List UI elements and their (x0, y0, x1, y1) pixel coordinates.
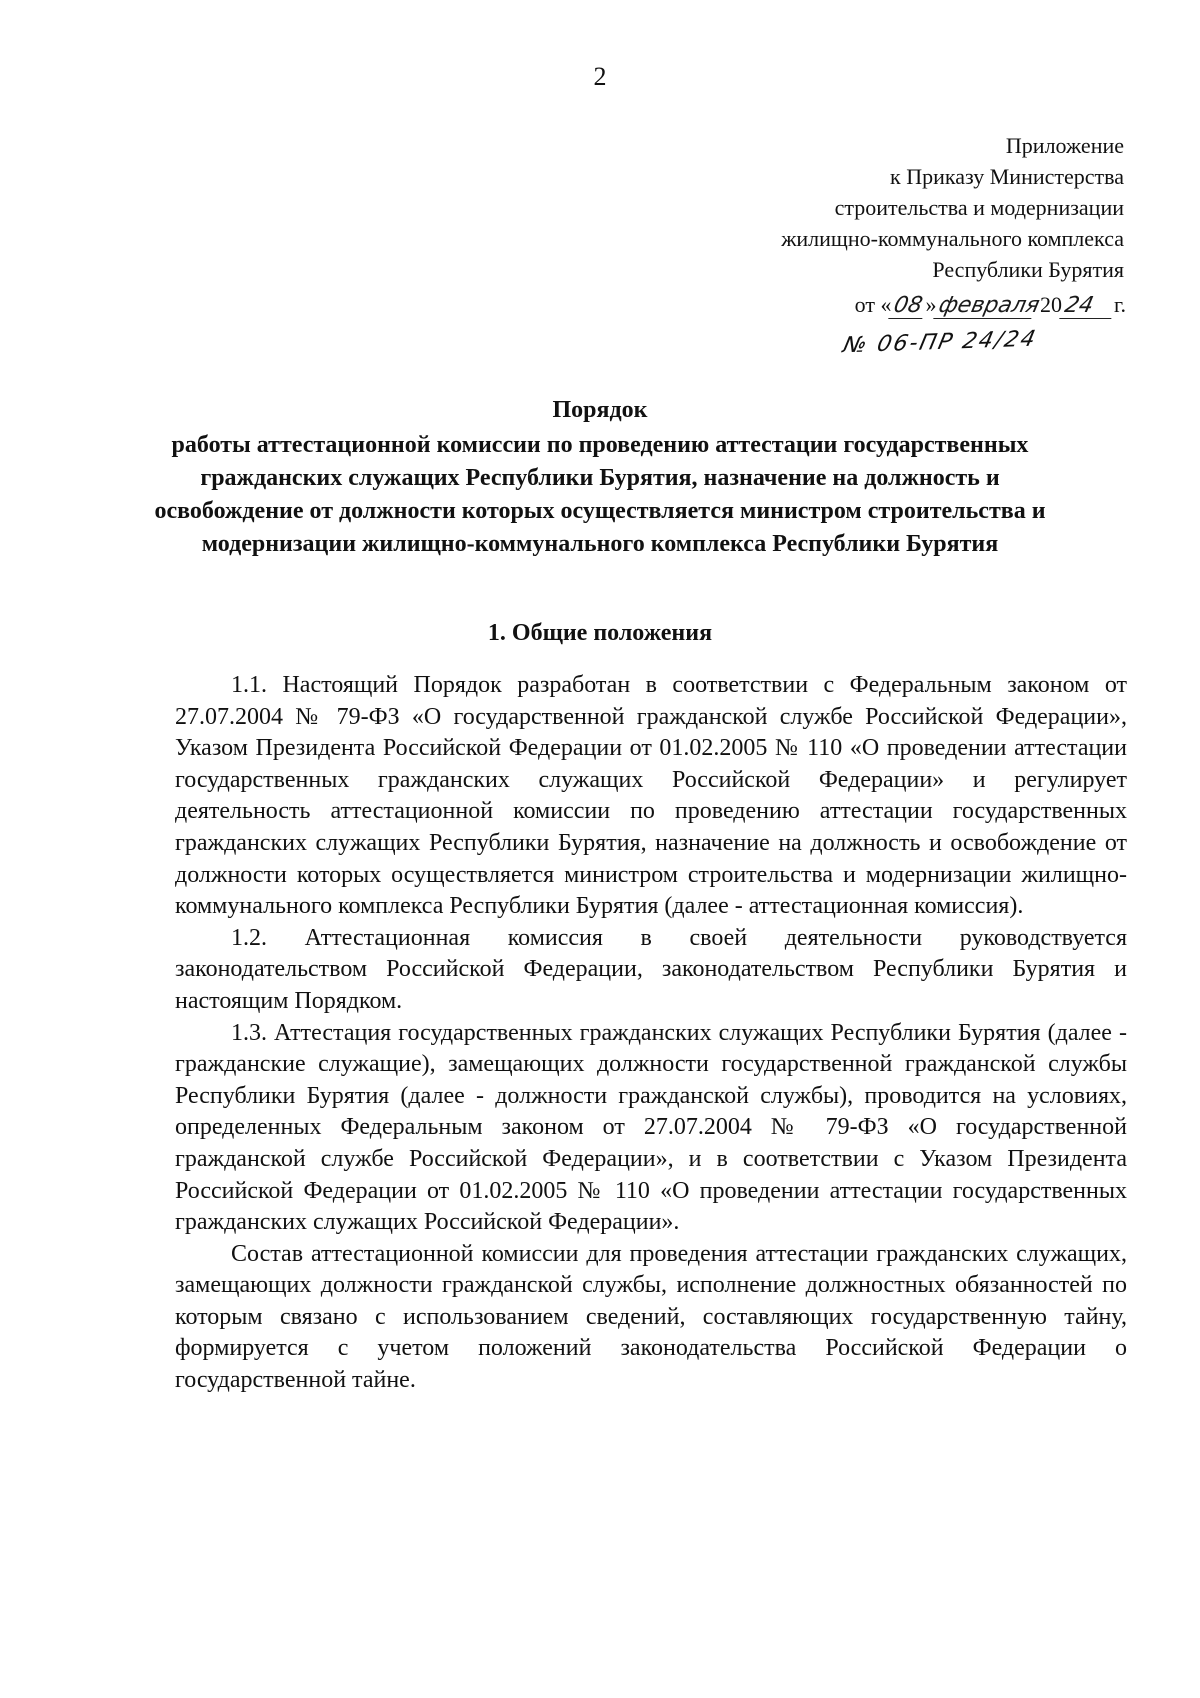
order-date-block (766, 292, 1126, 382)
appendix-line: жилищно-коммунального комплекса (781, 226, 1124, 251)
date-day-handwritten: 08 (889, 293, 929, 319)
appendix-header (781, 130, 1124, 285)
section-heading: 1. Общие положения (487, 620, 713, 646)
date-suffix: г. (1113, 292, 1126, 317)
section-body (175, 670, 1127, 1397)
date-middle: » (925, 292, 937, 317)
paragraph: 1.3. Аттестация государственных гражданских служащих Республики Бурятия (далее - гражданские служащие), замещающих должности государственной гражданской службы Республики Бурятия (далее - должности гражданской службы), проводится на условиях, определенных Федеральным законом от 27.07.2004 № 79-ФЗ «О государственной гражданской службе Российской Федерации», и в соответствии с Указом Президента Российской Федерации от 01.02.2005 № 110 «О проведении аттестации государственных гражданских служащих Российской Федерации». (175, 1019, 1127, 1236)
date-year-handwritten: 24 (1059, 293, 1117, 319)
title-main: Порядок (552, 397, 648, 423)
paragraph: 1.2. Аттестационная комиссия в своей деятельности руководствуется законодательством Российской Федерации, законодательством Республики Бурятия и настоящим Порядком. (175, 924, 1127, 1014)
order-number-handwritten: № 06-ПР 24/24 (840, 326, 1040, 359)
page-number: 2 (593, 62, 607, 91)
appendix-line: Республики Бурятия (932, 257, 1124, 282)
appendix-line: строительства и модернизации (834, 195, 1124, 220)
document-title (150, 394, 1050, 561)
order-date (855, 292, 1126, 319)
paragraph: Состав аттестационной комиссии для проведения аттестации гражданских служащих, замещающих должности гражданской службы, исполнение должностных обязанностей по которым связано с использованием сведений, составляющих государственную тайну, формируется с учетом положений законодательства Российской Федерации о государственной тайне. (175, 1240, 1127, 1394)
appendix-line: к Приказу Министерства (890, 164, 1124, 189)
appendix-line: Приложение (1005, 133, 1124, 158)
date-month-handwritten: февраля (934, 293, 1038, 319)
title-subtitle: работы аттестационной комиссии по проведению аттестации государственных гражданских служащих Республики Бурятия, назначение на должность и освобождение от должности которых осуществляется министром строительства и модернизации жилищно-коммунального комплекса Республики Бурятия (154, 432, 1046, 557)
paragraph: 1.1. Настоящий Порядок разработан в соответствии с Федеральным законом от 27.07.2004 № 79-ФЗ «О государственной гражданской службе Российской Федерации», Указом Президента Российской Федерации от 01.02.2005 № 110 «О проведении аттестации государственных гражданских служащих Российской Федерации» и регулирует деятельность аттестационной комиссии по проведению аттестации государственных гражданских служащих Республики Бурятия, назначение на должность и освобождение от должности которых осуществляется министром строительства и модернизации жилищно-коммунального комплекса Республики Бурятия (далее - аттестационная комиссия). (175, 672, 1127, 920)
date-prefix: от « (854, 292, 892, 317)
date-century: 20 (1039, 292, 1062, 317)
